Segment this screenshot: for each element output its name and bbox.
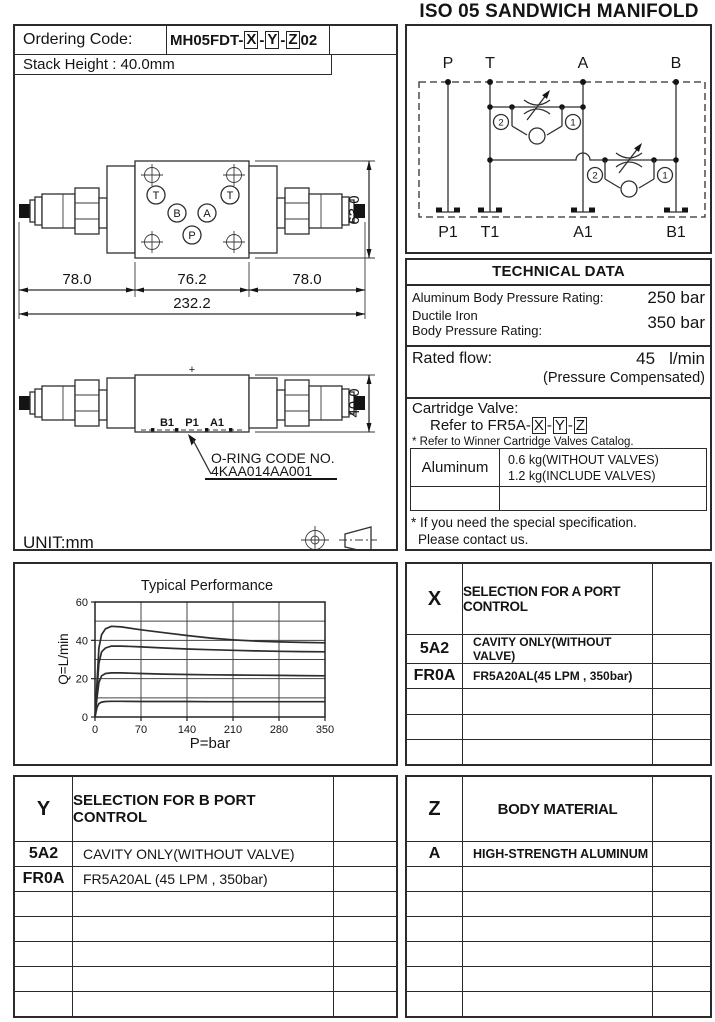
port-label-t: T [485, 55, 495, 72]
ordering-code-y: Y [267, 31, 278, 49]
ductile-label-line2: Body Pressure Rating: [412, 322, 543, 338]
oring-note [188, 434, 337, 479]
table-row [15, 842, 396, 867]
projection-symbol-icon [301, 526, 377, 549]
check-valve-icon [529, 128, 545, 144]
port-b: B [173, 208, 181, 220]
alu-pressure-label: Aluminum Body Pressure Rating: [412, 290, 604, 306]
table-row-empty [407, 867, 710, 892]
svg-text:0: 0 [91, 724, 99, 736]
z-selection-table [405, 775, 712, 1018]
drawing-panel [13, 24, 398, 551]
stack-height-label: Stack Height : 40.0mm [15, 55, 332, 75]
special-spec-line2: Please contact us. [418, 532, 529, 548]
y-row2-code: FR0A [15, 867, 73, 891]
port-label-p: P [442, 55, 454, 72]
circuit-boundary [419, 82, 705, 217]
special-spec-line1: * If you need the special specification. [411, 514, 637, 530]
port-t-left: T [152, 190, 160, 202]
refer-sep1: - [546, 416, 552, 434]
rated-flow-label: Rated flow: [412, 350, 493, 368]
bottom-port-symbols [436, 208, 688, 213]
svg-text:40: 40 [75, 635, 88, 648]
check-valve-icon [621, 181, 637, 197]
valve1-port2-label: 2 [498, 117, 504, 129]
ductile-label-line1: Ductile Iron [412, 307, 478, 323]
svg-text:350: 350 [315, 724, 335, 736]
x-table-header [407, 564, 710, 635]
weight-empty-row [411, 487, 706, 510]
ordering-code-z: Z [288, 31, 298, 49]
port-label-p1: P1 [438, 224, 458, 241]
side-port-p1: P1 [185, 417, 199, 429]
ordering-code-x: X [246, 31, 257, 49]
technical-data-header: TECHNICAL DATA [407, 260, 710, 286]
x-row2-desc: FR5A20AL(45 LPM , 350bar) [473, 669, 633, 684]
y-header-title: SELECTION FOR B PORT CONTROL [73, 792, 256, 826]
ordering-code-prefix: MH05FDT- [170, 31, 244, 49]
svg-text:210: 210 [223, 724, 243, 736]
z-row1-desc: HIGH-STRENGTH ALUMINUM [473, 847, 649, 861]
side-view [19, 364, 375, 479]
ductile-pressure-label [412, 308, 542, 338]
valve1-port1-label: 1 [570, 117, 576, 129]
cartridge-valve-label: Cartridge Valve: [412, 399, 519, 417]
table-row [407, 664, 710, 689]
ordering-code-label: Ordering Code: [15, 26, 167, 55]
dimension-drawing-svg [15, 26, 396, 549]
table-row-empty [15, 942, 396, 967]
x-row1-code: 5A2 [407, 635, 463, 663]
dim-76-2: 76.2 [177, 271, 207, 288]
top-view [19, 161, 365, 258]
table-row [15, 867, 396, 892]
unit-label: UNIT:mm [23, 533, 94, 549]
port-label-b1: B1 [666, 224, 686, 241]
circuit-top-labels [443, 55, 682, 72]
special-spec-note [407, 511, 710, 549]
ductile-pressure-value: 350 bar [647, 312, 705, 332]
table-row-empty [15, 892, 396, 917]
weight-row [411, 449, 706, 487]
refer-y: Y [554, 416, 565, 434]
oring-note-line1: O-RING CODE NO. [211, 450, 335, 466]
refer-catalog-note: * Refer to Winner Cartridge Valves Catalog. [412, 436, 634, 449]
refer-x: X [533, 416, 544, 434]
y-header-code: Y [15, 777, 73, 841]
refer-z: Z [575, 416, 586, 434]
y-row1-desc: CAVITY ONLY(WITHOUT VALVE) [83, 846, 295, 862]
valve2-port2-label: 2 [592, 170, 598, 182]
z-table-header [407, 777, 710, 842]
page-title: ISO 05 SANDWICH MANIFOLD [419, 1, 699, 22]
weight-table [410, 448, 707, 511]
pressure-compensated-note: (Pressure Compensated) [543, 370, 705, 387]
y-table-header [15, 777, 396, 842]
table-row [407, 842, 710, 867]
svg-text:20: 20 [75, 673, 88, 686]
weight-material: Aluminum [411, 449, 500, 486]
table-row-empty [15, 967, 396, 992]
z-header-code: Z [407, 777, 463, 841]
y-selection-table [13, 775, 398, 1018]
ordering-sep2: - [280, 31, 286, 49]
svg-text:70: 70 [134, 724, 148, 736]
port-label-a1: A1 [573, 224, 593, 241]
svg-text:0: 0 [81, 712, 88, 724]
performance-chart-panel [13, 562, 398, 766]
x-row2-code: FR0A [407, 664, 463, 688]
circuit-bottom-labels [438, 224, 686, 241]
dim-63: 63.0 [346, 195, 363, 225]
weight-values [500, 449, 706, 486]
hydraulic-circuit-svg [407, 26, 710, 252]
cartridge-refer [412, 417, 705, 435]
port-label-a: A [577, 55, 589, 72]
valve2-port1-label: 1 [662, 170, 668, 182]
oring-note-line2: 4KAA014AA001 [211, 463, 313, 479]
alu-pressure-value: 250 bar [647, 287, 705, 307]
chart-ylabel: Q=L/min [56, 633, 71, 685]
dim-40: 40.0 [346, 388, 363, 418]
refer-prefix: Refer to FR5A- [430, 416, 531, 434]
dim-232-2: 232.2 [173, 295, 211, 312]
table-row [407, 635, 710, 664]
table-row-empty [407, 967, 710, 992]
refer-sep2: - [567, 416, 573, 434]
ordering-sep1: - [259, 31, 265, 49]
chart-title: Typical Performance [140, 578, 274, 594]
x-header-title: SELECTION FOR A PORT CONTROL [463, 584, 621, 614]
port-label-t1: T1 [480, 224, 500, 241]
x-selection-table [405, 562, 712, 766]
z-header-title: BODY MATERIAL [497, 800, 618, 818]
performance-chart-svg [15, 564, 396, 764]
flow-control-valve-2 [588, 143, 673, 197]
port-a: A [203, 208, 211, 220]
ordering-code-suffix: 02 [300, 31, 318, 49]
z-row1-code: A [407, 842, 463, 866]
chart-plot-group [76, 597, 334, 736]
port-p: P [188, 230, 196, 242]
technical-data-panel [405, 258, 712, 551]
table-row-empty [407, 942, 710, 967]
weight-line2: 1.2 kg(INCLUDE VALVES) [508, 468, 656, 483]
plus-mark: + [188, 364, 196, 376]
weight-line1: 0.6 kg(WITHOUT VALVES) [508, 452, 659, 467]
table-row-empty [407, 992, 710, 1016]
y-row2-desc: FR5A20AL (45 LPM , 350bar) [83, 871, 268, 887]
x-header-code: X [407, 564, 463, 634]
circuit-panel [405, 24, 712, 254]
rated-flow-value: 45 [636, 349, 656, 369]
flow-control-valve-1 [487, 90, 586, 144]
side-port-b1: B1 [159, 417, 175, 429]
svg-text:280: 280 [269, 724, 289, 736]
port-t-right: T [226, 190, 234, 202]
table-row-empty [407, 917, 710, 942]
dim-78-left: 78.0 [62, 271, 92, 288]
table-row-empty [407, 689, 710, 714]
side-port-labels [160, 417, 224, 429]
side-port-a1: A1 [209, 417, 225, 429]
svg-text:140: 140 [177, 724, 197, 736]
rated-flow-unit: l/min [669, 349, 705, 369]
chart-xlabel: P=bar [189, 735, 231, 752]
port-label-b: B [670, 55, 682, 72]
x-row1-desc: CAVITY ONLY(WITHOUT VALVE) [473, 635, 612, 663]
svg-text:60: 60 [75, 597, 88, 609]
table-row-empty [15, 917, 396, 942]
table-row-empty [407, 715, 710, 740]
dim-78-right: 78.0 [292, 271, 322, 288]
table-row-empty [407, 892, 710, 917]
y-row1-code: 5A2 [15, 842, 73, 866]
table-row-empty [15, 992, 396, 1016]
table-row-empty [407, 740, 710, 764]
